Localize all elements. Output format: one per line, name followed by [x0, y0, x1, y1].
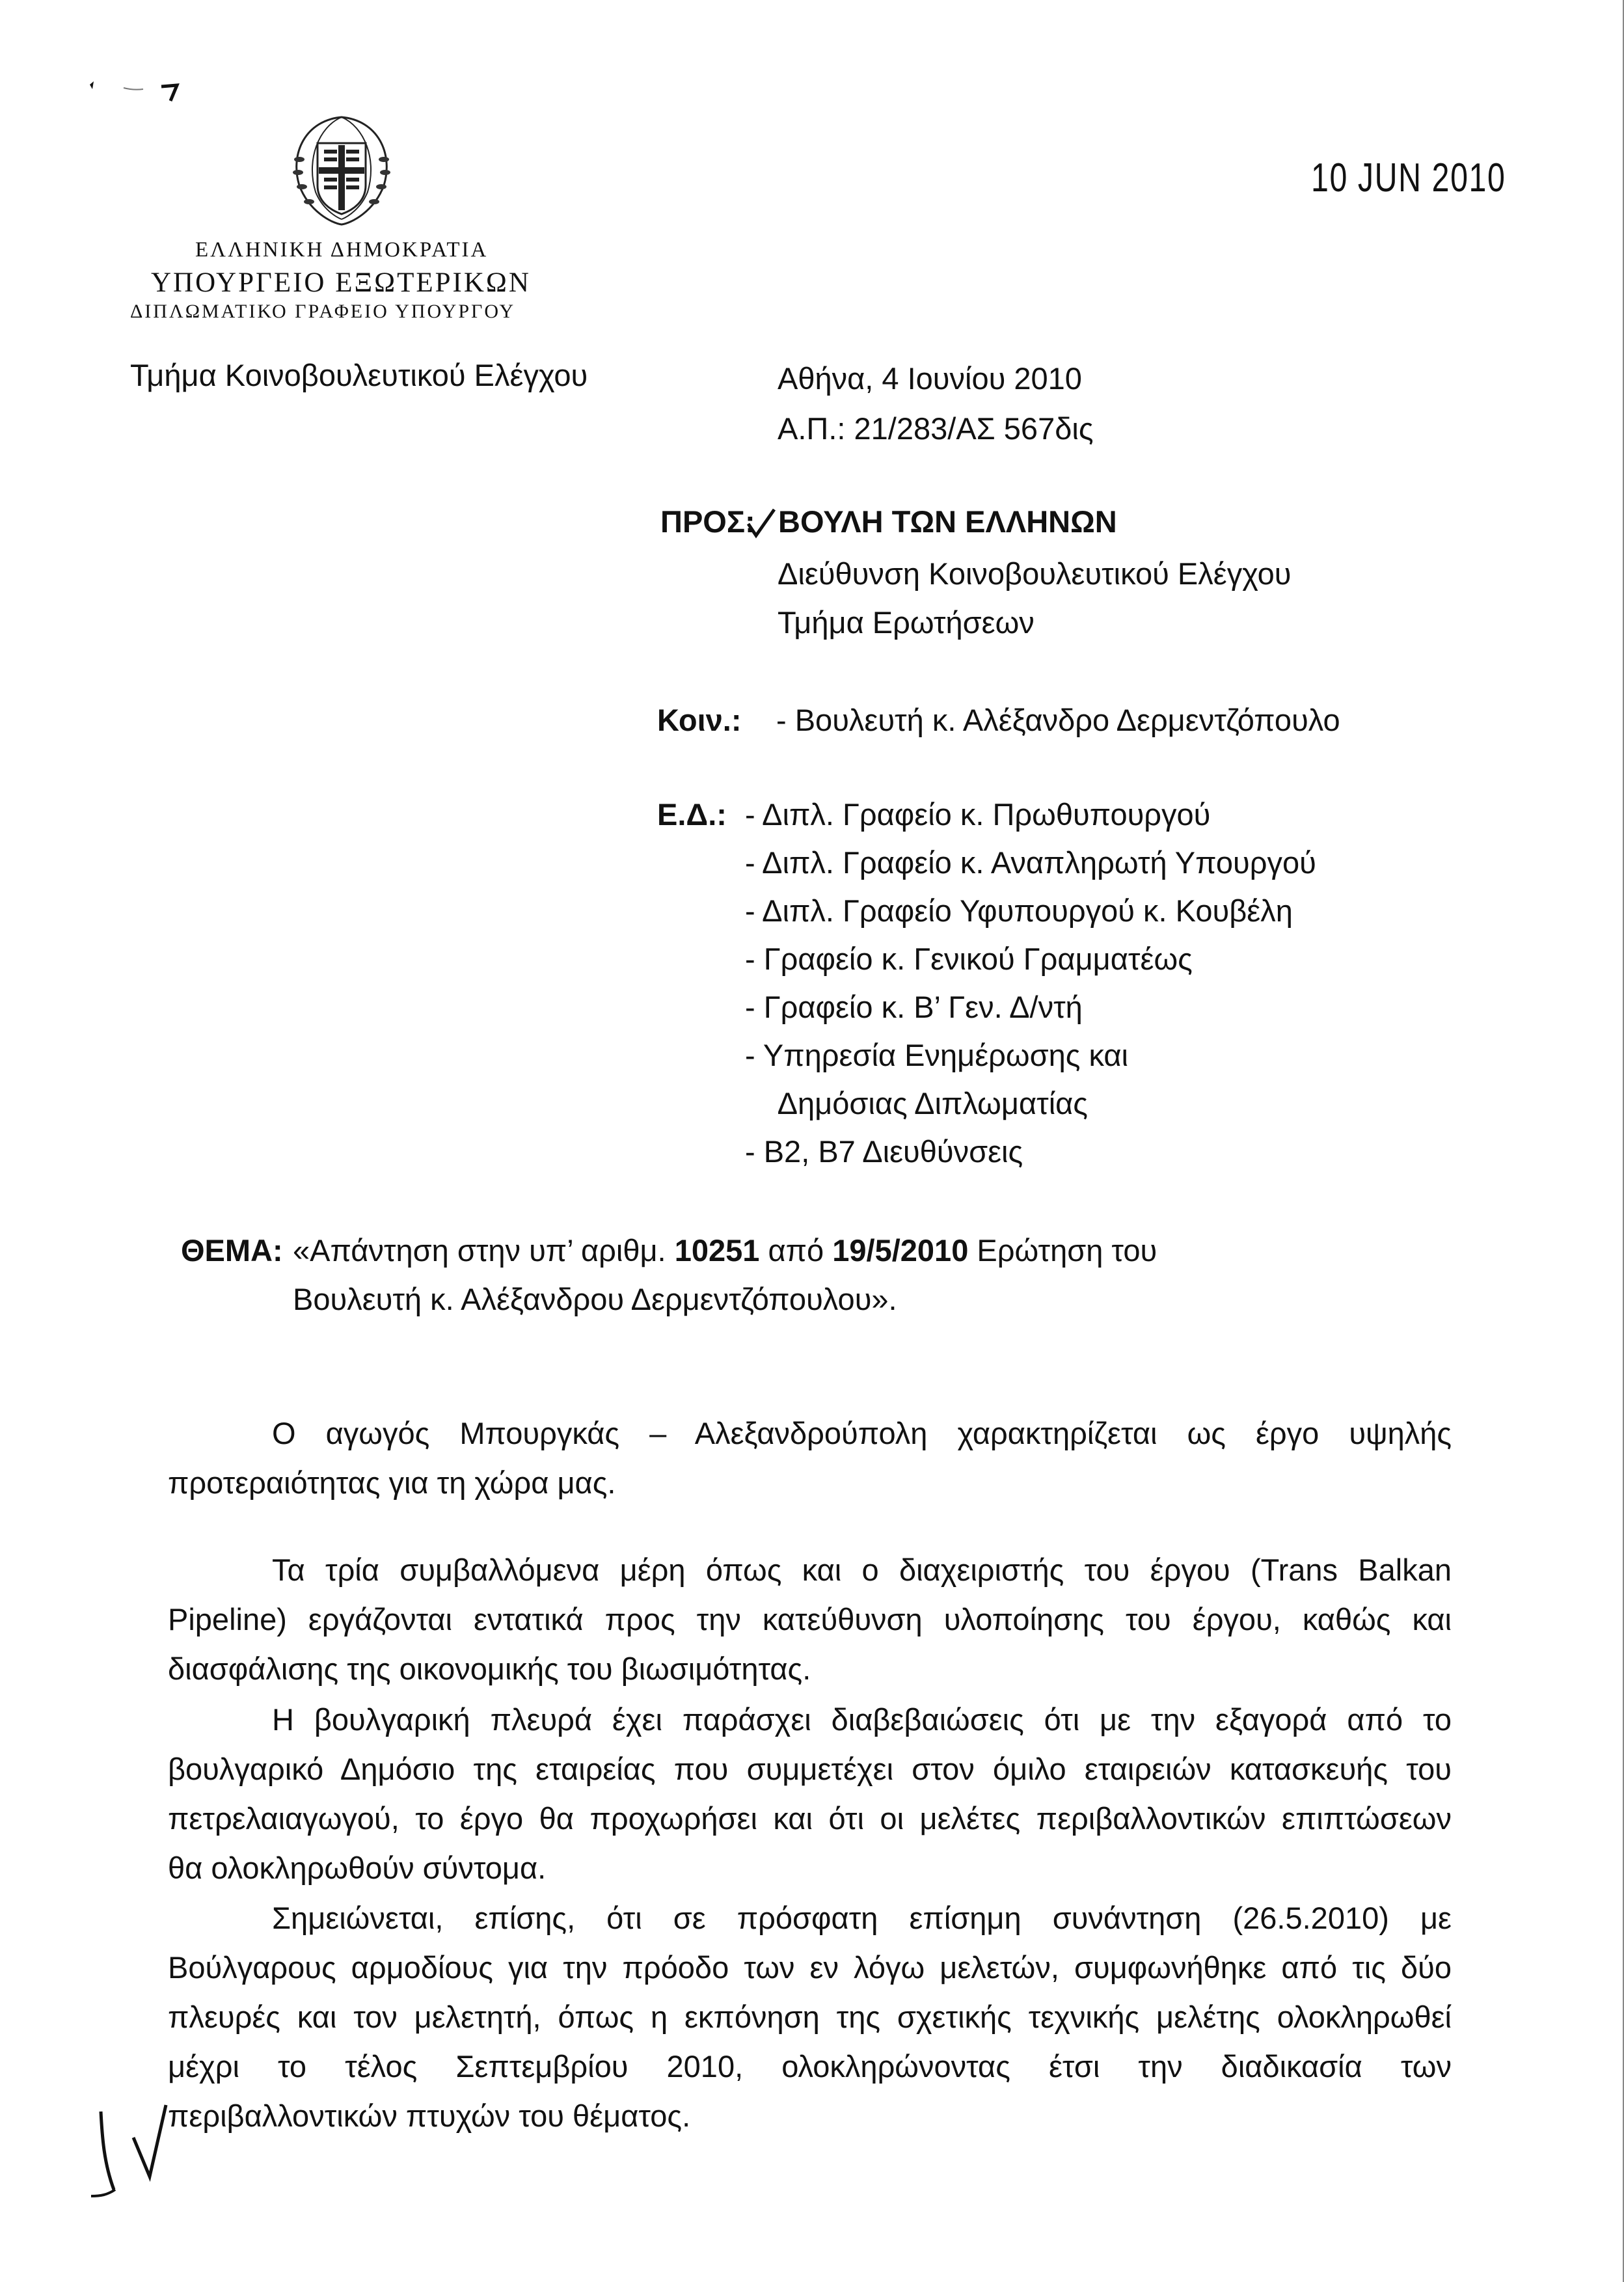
paragraph-line: Σημειώνεται, επίσης, ότι σε πρόσφατη επίσημη συνάντηση (26.5.2010) με — [272, 1901, 1452, 1935]
list-item: - Διπλ. Γραφείο κ. Πρωθυπουργού — [745, 797, 1211, 832]
paragraph-line: πετρελαιαγωγού, το έργο θα προχωρήσει και ότι οι μελέτες περιβαλλοντικών επιπτώσεων — [168, 1801, 1452, 1836]
list-item: - Γραφείο κ. Γενικού Γραμματέως — [745, 942, 1193, 976]
check-mark-icon — [746, 507, 777, 539]
paragraph-line: βουλγαρικό Δημόσιο της εταιρείας που συμμετέχει στον όμιλο εταιρειών κατασκευής του — [168, 1752, 1452, 1786]
subject-line-2: Βουλευτή κ. Αλέξανδρου Δερμεντζόπουλου». — [293, 1282, 897, 1316]
paragraph-line: Βούλγαρους αρμοδίους για την πρόοδο των εν λόγω μελετών, συμφωνήθηκε από τις δύο — [168, 1950, 1452, 1985]
paragraph-line: περιβαλλοντικών πτυχών του θέματος. — [168, 2099, 691, 2133]
question-number: 10251 — [674, 1233, 760, 1268]
cc-recipient: - Βουλευτή κ. Αλέξανδρο Δερμεντζόπουλο — [776, 703, 1340, 737]
paragraph-line: διασφάλισης της οικονομικής του βιωσιμότητας. — [168, 1651, 811, 1686]
subject-text: Ερώτηση του — [968, 1233, 1157, 1268]
body-paragraph-4 — [168, 1894, 1452, 2141]
letterhead-ministry: ΥΠΟΥΡΓΕΙΟ ΕΞΩΤΕΡΙΚΩΝ — [151, 267, 531, 298]
paragraph-line: πλευρές και τον μελετητή, όπως η εκπόνηση της σχετικής τεχνικής μελέτης ολοκληρωθεί — [168, 2000, 1452, 2034]
paragraph-line: Pipeline) εργάζονται εντατικά προς την κατεύθυνση υλοποίησης του έργου, καθώς και — [168, 1602, 1452, 1637]
list-item: - Υπηρεσία Ενημέρωσης και — [745, 1038, 1128, 1072]
cc-label: Κοιν.: — [657, 703, 742, 737]
paragraph-line: Τα τρία συμβαλλόμενα μέρη όπως και ο διαχειριστής του έργου (Trans Balkan — [272, 1553, 1452, 1587]
list-item: - Διπλ. Γραφείο Υφυπουργού κ. Κουβέλη — [745, 893, 1293, 928]
received-date-stamp: 10 JUN 2010 — [1311, 156, 1506, 200]
paragraph-line: Η βουλγαρική πλευρά έχει παράσχει διαβεβαιώσεις ότι με την εξαγορά από το — [272, 1702, 1452, 1737]
paragraph-line: μέχρι το τέλος Σεπτεμβρίου 2010, ολοκληρώνοντας έτσι την διαδικασία των — [168, 2049, 1452, 2084]
body-paragraph-1 — [168, 1409, 1452, 1508]
body-paragraph-2 — [168, 1545, 1452, 1694]
protocol-number: Α.Π.: 21/283/ΑΣ 567δις — [778, 411, 1094, 446]
recipient-section: Τμήμα Ερωτήσεων — [778, 605, 1035, 640]
internal-distribution-label: Ε.Δ.: — [657, 797, 727, 832]
paragraph-line: θα ολοκληρωθούν σύντομα. — [168, 1851, 547, 1885]
list-item: - Διπλ. Γραφείο κ. Αναπληρωτή Υπουργού — [745, 845, 1316, 880]
subject-line-1 — [293, 1227, 1157, 1275]
subject-label: ΘΕΜΑ: — [181, 1233, 283, 1268]
recipient-directorate: Διεύθυνση Κοινοβουλευτικού Ελέγχου — [778, 556, 1292, 591]
handwritten-initials-icon — [88, 2099, 179, 2203]
subject-text: από — [759, 1233, 833, 1268]
recipient-name: ΒΟΥΛΗ ΤΩΝ ΕΛΛΗΝΩΝ — [778, 504, 1117, 539]
department-name: Τμήμα Κοινοβουλευτικού Ελέγχου — [130, 358, 588, 392]
question-date: 19/5/2010 — [832, 1233, 969, 1268]
list-item: Δημόσιας Διπλωματίας — [745, 1086, 1088, 1121]
list-item: - Γραφείο κ. Β’ Γεν. Δ/ντή — [745, 990, 1083, 1024]
letter-date: Αθήνα, 4 Ιουνίου 2010 — [778, 361, 1082, 396]
internal-distribution-list — [745, 791, 1316, 1176]
greek-coat-of-arms-icon — [280, 107, 403, 231]
recipient-label: ΠΡΟΣ: — [660, 504, 755, 539]
scan-marks-icon — [85, 75, 195, 114]
body-paragraph-3 — [168, 1695, 1452, 1893]
letterhead-office: ΔΙΠΛΩΜΑΤΙΚΟ ΓΡΑΦΕΙΟ ΥΠΟΥΡΓΟΥ — [130, 301, 516, 322]
list-item: - Β2, Β7 Διευθύνσεις — [745, 1134, 1023, 1169]
paragraph-line: Ο αγωγός Μπουργκάς – Αλεξανδρούπολη χαρακτηρίζεται ως έργο υψηλής — [272, 1416, 1452, 1450]
subject-text: «Απάντηση στην υπ’ αριθμ. — [293, 1233, 675, 1268]
letterhead-republic: ΕΛΛΗΝΙΚΗ ΔΗΜΟΚΡΑΤΙΑ — [195, 238, 489, 262]
paragraph-line: προτεραιότητας για τη χώρα μας. — [168, 1465, 616, 1500]
